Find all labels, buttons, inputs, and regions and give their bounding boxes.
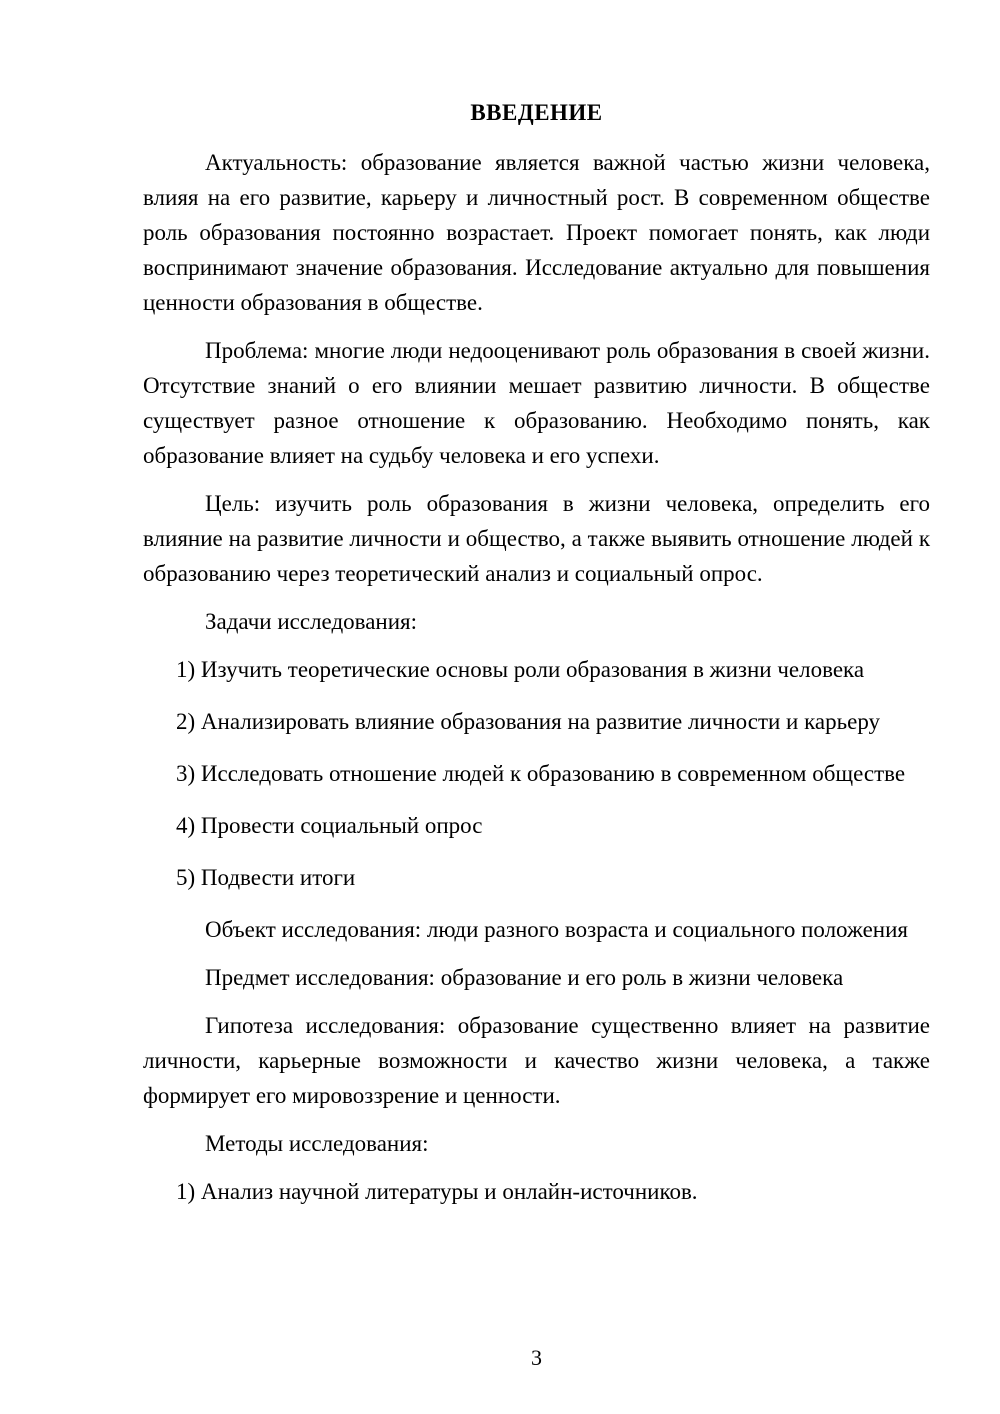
paragraph-goal: Цель: изучить роль образования в жизни человека, определить его влияние на развитие личности и общество, а также выявить отношение людей к образованию через теоретический анализ и социальный опрос.: [143, 491, 930, 586]
paragraph-object: Объект исследования: люди разного возраста и социального положения: [205, 917, 908, 942]
task-item-3: 3) Исследовать отношение людей к образованию в современном обществе: [176, 761, 906, 786]
page-title: ВВЕДЕНИЕ: [470, 100, 603, 125]
page-number: 3: [531, 1345, 542, 1370]
task-item-2: 2) Анализировать влияние образования на развитие личности и карьеру: [176, 709, 881, 734]
task-item-4: 4) Провести социальный опрос: [176, 813, 483, 838]
method-item-1: 1) Анализ научной литературы и онлайн-источников.: [176, 1179, 698, 1204]
paragraph-problem: Проблема: многие люди недооценивают роль образования в своей жизни. Отсутствие знаний о его влиянии мешает развитию личности. В обществе существует разное отношение к образованию. Необходимо понять, как образование влияет на судьбу человека и его успехи.: [143, 338, 930, 468]
paragraph-hypothesis: Гипотеза исследования: образование существенно влияет на развитие личности, карьерные возможности и качество жизни человека, а также формирует его мировоззрение и ценности.: [143, 1013, 930, 1108]
paragraph-subject: Предмет исследования: образование и его роль в жизни человека: [205, 965, 844, 990]
methods-heading: Методы исследования:: [205, 1131, 429, 1156]
task-item-1: 1) Изучить теоретические основы роли образования в жизни человека: [176, 657, 865, 682]
tasks-heading: Задачи исследования:: [205, 609, 418, 634]
task-item-5: 5) Подвести итоги: [176, 865, 356, 890]
paragraph-relevance: Актуальность: образование является важной частью жизни человека, влияя на его развитие, карьеру и личностный рост. В современном обществе роль образования постоянно возрастает. Проект помогает понять, как люди воспринимают значение образования. Исследование актуально для повышения ценности образования в обществе.: [143, 150, 930, 315]
